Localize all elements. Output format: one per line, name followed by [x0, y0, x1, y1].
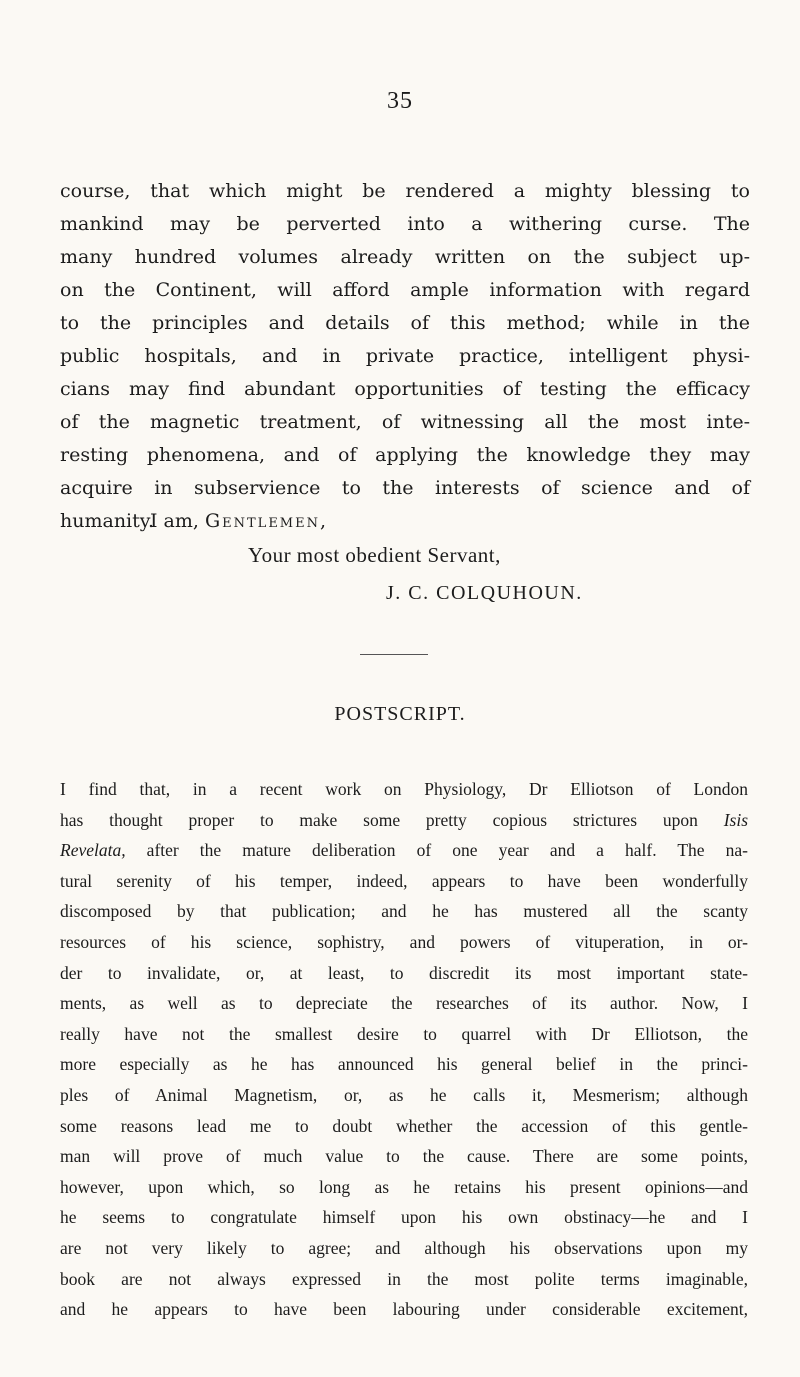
postscript-line: book are not always expressed in the most polite terms imaginable,	[60, 1268, 748, 1289]
postscript-line: discomposed by that publication; and he has mustered all the scanty	[60, 901, 748, 922]
postscript-line: ments, as well as to depreciate the researches of its author. Now, I	[60, 993, 748, 1014]
letter-line: acquire in subservience to the interests of science and of	[60, 477, 750, 499]
book-title-part-2: Revelata,	[60, 840, 126, 861]
postscript-line: I find that, in a recent work on Physiology, Dr Elliotson of London	[60, 779, 748, 799]
signature: J. C. COLQUHOUN.	[386, 582, 583, 604]
postscript-line: more especially as he has announced his general belief in the princi-	[60, 1054, 748, 1075]
postscript-line	[60, 805, 748, 836]
postscript-line: really have not the smallest desire to quarrel with Dr Elliotson, the	[60, 1023, 748, 1044]
salutation-prefix: I am,	[150, 510, 205, 532]
page-number: 35	[387, 88, 413, 114]
postscript-line: are not very likely to agree; and although his observations upon my	[60, 1237, 748, 1258]
letter-line: of the magnetic treatment, of witnessing all the most inte-	[60, 411, 750, 433]
letter-line: to the principles and details of this method; while in the	[60, 312, 750, 334]
postscript-line: der to invalidate, or, at least, to discredit its most important state-	[60, 962, 748, 983]
closing-valediction: Your most obedient Servant,	[248, 543, 501, 567]
postscript-line	[60, 835, 748, 866]
letter-body	[60, 175, 750, 538]
letter-line-last: humanity.	[60, 510, 155, 532]
postscript-line: and he appears to have been labouring under considerable excitement,	[60, 1299, 748, 1320]
postscript-text: has thought proper to make some pretty copious strictures upon	[60, 809, 724, 830]
letter-line: many hundred volumes already written on the subject up-	[60, 246, 750, 268]
postscript-line: tural serenity of his temper, indeed, appears to have been wonderfully	[60, 870, 748, 891]
letter-line: resting phenomena, and of applying the knowledge they may	[60, 444, 750, 466]
letter-line: public hospitals, and in private practice, intelligent physi-	[60, 345, 750, 367]
section-divider	[360, 654, 428, 655]
postscript-line: however, upon which, so long as he retains his present opinions—and	[60, 1176, 748, 1197]
postscript-heading: POSTSCRIPT.	[334, 703, 466, 725]
letter-line: cians may find abundant opportunities of testing the efficacy	[60, 378, 750, 400]
postscript-line: resources of his science, sophistry, and powers of vituperation, in or-	[60, 931, 748, 952]
postscript-line: he seems to congratulate himself upon his own obstinacy—he and I	[60, 1207, 748, 1228]
postscript-body	[60, 774, 748, 1325]
postscript-line: some reasons lead me to doubt whether the accession of this gentle-	[60, 1115, 748, 1136]
salutation-address: Gentlemen,	[204, 510, 329, 532]
letter-line: course, that which might be rendered a mighty blessing to	[60, 180, 750, 202]
postscript-text: after the mature deliberation of one year and a half. The na-	[125, 840, 748, 861]
postscript-line: man will prove of much value to the cause. There are some points,	[60, 1146, 748, 1167]
closing-salutation	[150, 505, 328, 538]
postscript-line: ples of Animal Magnetism, or, as he calls it, Mesmerism; although	[60, 1084, 748, 1105]
letter-line: on the Continent, will afford ample information with regard	[60, 279, 750, 301]
book-title-part-1: Isis	[723, 809, 748, 830]
letter-line: mankind may be perverted into a withering curse. The	[60, 213, 750, 235]
